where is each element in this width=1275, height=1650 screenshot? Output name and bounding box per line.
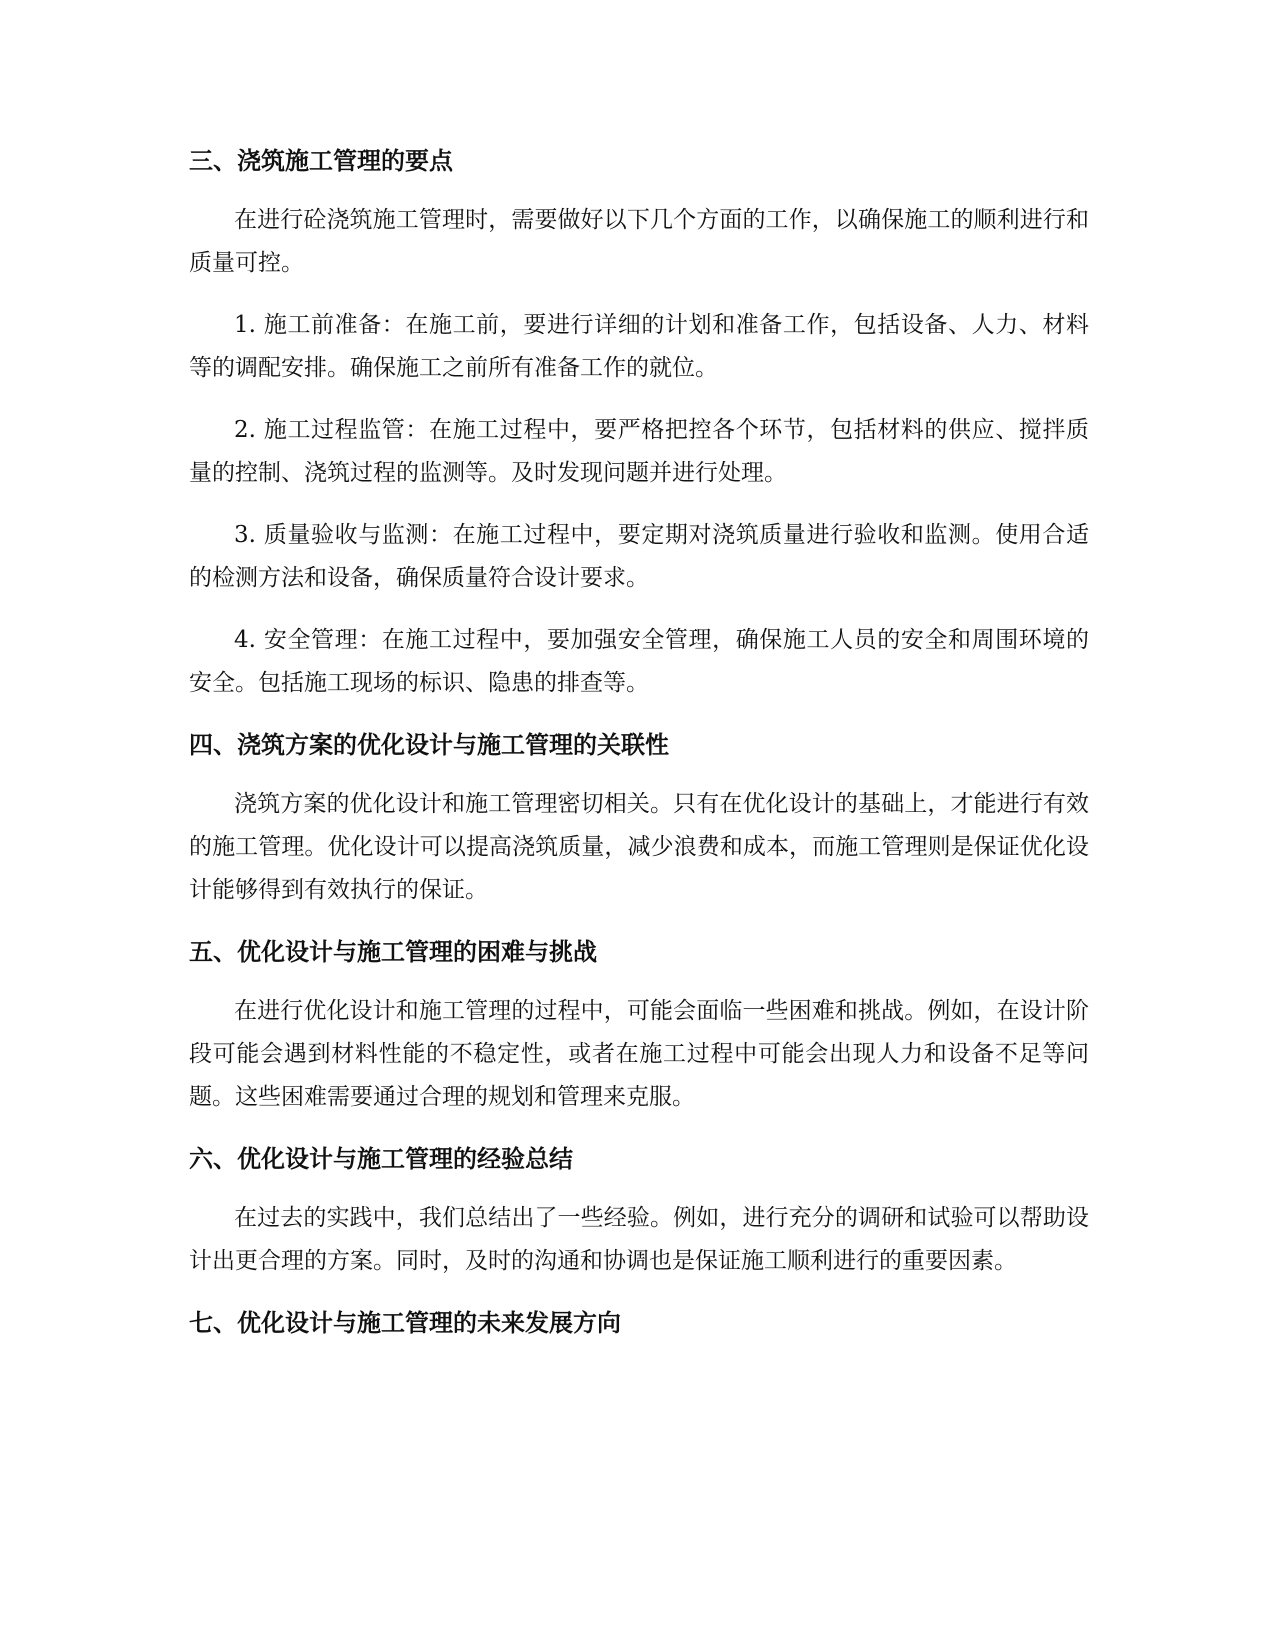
section-heading-4: 四、浇筑方案的优化设计与施工管理的关联性	[189, 731, 669, 759]
section-heading-6: 六、优化设计与施工管理的经验总结	[189, 1145, 573, 1173]
paragraph: 在进行优化设计和施工管理的过程中，可能会面临一些困难和挑战。例如，在设计阶段可能会遇到材料性能的不稳定性，或者在施工过程中可能会出现人力和设备不足等问题。这些困难需要通过合理的规划和管理来克服。	[189, 998, 1089, 1110]
list-item-supervision: 2. 施工过程监管：在施工过程中，要严格把控各个环节，包括材料的供应、搅拌质量的控制、浇筑过程的监测等。及时发现问题并进行处理。	[189, 417, 1089, 486]
list-item-quality-inspection: 3. 质量验收与监测：在施工过程中，要定期对浇筑质量进行验收和监测。使用合适的检测方法和设备，确保质量符合设计要求。	[189, 522, 1089, 591]
paragraph: 浇筑方案的优化设计和施工管理密切相关。只有在优化设计的基础上，才能进行有效的施工管理。优化设计可以提高浇筑质量，减少浪费和成本，而施工管理则是保证优化设计能够得到有效执行的保证。	[189, 791, 1089, 903]
paragraph: 在过去的实践中，我们总结出了一些经验。例如，进行充分的调研和试验可以帮助设计出更合理的方案。同时，及时的沟通和协调也是保证施工顺利进行的重要因素。	[189, 1205, 1089, 1274]
section-heading-5: 五、优化设计与施工管理的困难与挑战	[189, 938, 597, 966]
list-item-safety: 4. 安全管理：在施工过程中，要加强安全管理，确保施工人员的安全和周围环境的安全。包括施工现场的标识、隐患的排查等。	[189, 627, 1089, 696]
document-body	[189, 146, 1089, 1338]
section-heading-3: 三、浇筑施工管理的要点	[189, 147, 453, 175]
paragraph: 在进行砼浇筑施工管理时，需要做好以下几个方面的工作，以确保施工的顺利进行和质量可控。	[189, 207, 1089, 276]
list-item-preparation: 1. 施工前准备：在施工前，要进行详细的计划和准备工作，包括设备、人力、材料等的调配安排。确保施工之前所有准备工作的就位。	[189, 312, 1089, 381]
section-heading-7: 七、优化设计与施工管理的未来发展方向	[189, 1309, 621, 1337]
